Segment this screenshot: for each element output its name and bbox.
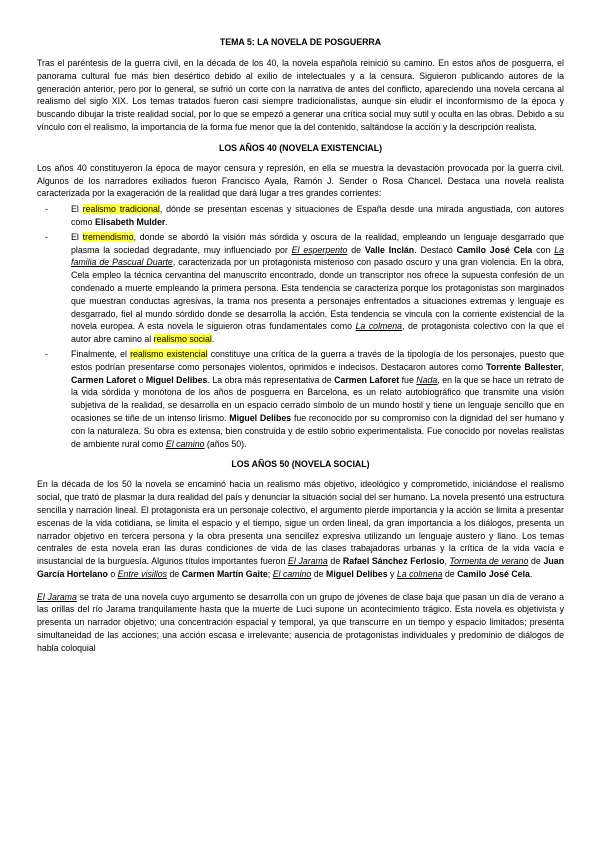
author-name: Rafael Sánchez Ferlosio [342, 556, 445, 567]
section-heading-40s: LOS AÑOS 40 (NOVELA EXISTENCIAL) [218, 142, 383, 153]
work-title: El esperpento [291, 244, 348, 255]
author-name: Juan García Hortelano [37, 556, 564, 579]
section-heading-50s: LOS AÑOS 50 (NOVELA SOCIAL) [231, 459, 370, 470]
work-title: El camino [272, 568, 312, 579]
author-name: Carmen Laforet [334, 374, 400, 385]
author-name: Valle Inclán [364, 244, 415, 255]
author-name: Carmen Martín Gaite [181, 568, 268, 579]
intro-paragraph: Tras el paréntesis de la guerra civil, en la década de los 40, la novela española reinició su camino. En estos años de posguerra, el panorama cultural fue más bien desértico debido al exilio de intelectuales y a la censura. Siguieron publicando autores de la generación anterior, pero por lo general, se sufrió un corte con la narrativa de antes del conflicto, apareciendo una novela cercana al realismo del siglo XIX. Los temas tratados fueron casi siempre tradicionalistas, aunque sin eludir el inconformismo de la época y buscando dibujar la triste realidad social, por lo que se empezó a generar una crítica social muy sutil y oculta en las obras. Debido a su vínculo con el realismo, la importancia de la forma fue menor que la del contenido, saltándose la acción y la descripción realista. [37, 58, 564, 132]
currents-list [37, 203, 564, 450]
author-name: Elisabeth Mulder [94, 216, 166, 227]
highlight-realismo-social: realismo social [153, 334, 212, 345]
work-title: La familia de Pascual Duarte [71, 244, 564, 268]
list-item-realismo-tradicional: - El realismo tradicional, dónde se presentan escenas y situaciones de España desde una mirada angustiada, con autores como Elisabeth Mulder. [71, 203, 564, 229]
author-name: Torrente Ballester [486, 361, 562, 372]
document-title: TEMA 5: LA NOVELA DE POSGUERRA [219, 37, 382, 47]
highlight-tremendismo: tremendismo [82, 231, 134, 242]
author-name: Camilo José Cela [457, 568, 530, 579]
work-title: La colmena [396, 568, 443, 579]
section-50s-paragraph-2: El Jarama se trata de una novela cuyo argumento se desarrolla con un grupo de jóvenes de clase baja que pasan un día de verano a las orillas del río Jarama tranquilamente hasta que la muerte de Luci supone un acontecimiento trágico. Esta novela es objetivista y presenta un narrador objetivo; una concentración espacial y temporal, ya que transcurre en un tiempo y espacio limitados; presenta simultaneidad de las acciones; una acción escasa e irrelevante; ausencia de protagonistas individuales y predominio de diálogos de habla coloquial [37, 591, 564, 653]
author-name: Camilo José Cela [456, 244, 533, 255]
highlight-realismo-existencial: realismo existencial [130, 348, 208, 359]
section-50s-paragraph-1: En la década de los 50 la novela se encaminó hacia un realismo más objetivo, ideológico y comprometido, iniciándose el realismo social, que trató de plasmar la dura realidad del país y denunciar la situación social del ser humano. La novela presentó una estructura sencilla y narración lineal. El protagonista era un personaje colectivo, el argumento pierde importancia y la acción se limita a presentar escenas de la vida cotidiana, se limita el espacio y el tiempo, sigue un orden lineal, da gran importancia a los diálogos, presenta un narrador objetivo en tercera persona y la obra presenta una sencillez expresiva utilizando un lenguaje austero y llano. Los temas centrales de esta novela eran las duras condiciones de vida de las clases trabajadoras urbanas y la crítica de la vida vacía e insustancial de la burguesía. Algunos títulos importantes fueron El Jarama de Rafael Sánchez Ferlosio, Tormenta de verano de Juan García Hortelano o Entre visillos de Carmen Martín Gaite; El camino de Miguel Delibes y La colmena de Camilo José Cela. [37, 479, 564, 579]
work-title: El camino [165, 438, 205, 449]
author-name: Miguel Delibes [229, 412, 292, 423]
author-name: Miguel Delibes [145, 374, 208, 385]
list-item-realismo-existencial: - Finalmente, el realismo existencial constituye una crítica de la guerra a través de la tipología de los personajes, puesto que estos podrían presentarse como personajes violentos, oprimidos e indecisos. Destacaron autores como Torrente Ballester, Carmen Laforet o Miguel Delibes. La obra más representativa de Carmen Laforet fue Nada, en la que se hace un retrato de la vida sórdida y monótona de los años de posguerra en Barcelona, es un relato autobiográfico que transmite una visión subjetiva de la realidad, se desarrolla en un espacio cerrado símbolo de un mundo hostil y tiene un lenguaje sencillo que en ocasiones se tiñe de un intenso lirismo. Miguel Delibes fue reconocido por su compromiso con la dignidad del ser humano y con la naturaleza. Su obra es extensa, bien construida y de estilo sobrio experimentalista. Fue conocido por novelas realistas de ambiente rural como El camino (años 50). [71, 348, 564, 450]
author-name: Miguel Delibes [326, 568, 388, 579]
work-title: Nada [416, 374, 438, 385]
work-title: El Jarama [287, 556, 328, 567]
section-50s-body [37, 478, 564, 654]
section-40s-intro: Los años 40 constituyeron la época de mayor censura y represión, en ella se muestra la devastación provocada por la guerra civil. Algunos de los narradores exiliados fueron Francisco Ayala, Ramón J. Sender o Rosa Chancel. Destaca una novela realista caracterizada por la exageración de la realidad que dará lugar a tres grandes corrientes: [37, 162, 564, 199]
work-title: La colmena [355, 321, 403, 332]
work-title: El Jarama [37, 591, 77, 602]
highlight-realismo-tradicional: realismo tradicional [82, 204, 160, 215]
work-title: Tormenta de verano [449, 556, 529, 567]
work-title: Entre visillos [117, 568, 168, 579]
list-item-tremendismo: - El tremendismo, donde se abordó la visión más sórdida y oscura de la realidad, empleando un lenguaje desgarrado que plasma la sociedad degradante, muy influenciado por El esperpento de Valle Inclán. Destacó Camilo José Cela con La familia de Pascual Duarte, caracterizada por un protagonista misterioso con pasado oscuro y una gran violencia. En la obra, Cela empleo la técnica cervantina del manuscrito encontrado, donde un transcriptor nos ofrece la supuesta confesión de un condenado a muerte empleando la primera persona. Esta tendencia se caracteriza porque los protagonistas son marginados que muestran conductas agresivas, la trama nos presenta a personajes enfrentados a situaciones extremas y lenguaje es desgarrado, fiel al mundo sórdido donde se desarrolla la acción. Esta tendencia se vincula con la corriente existencial de la novela europea. A esta novela le siguieron otras fundamentales como La colmena, de protagonista colectivo con la que el autor abre camino al realismo social. [71, 231, 564, 346]
author-name: Carmen Laforet [71, 374, 137, 385]
